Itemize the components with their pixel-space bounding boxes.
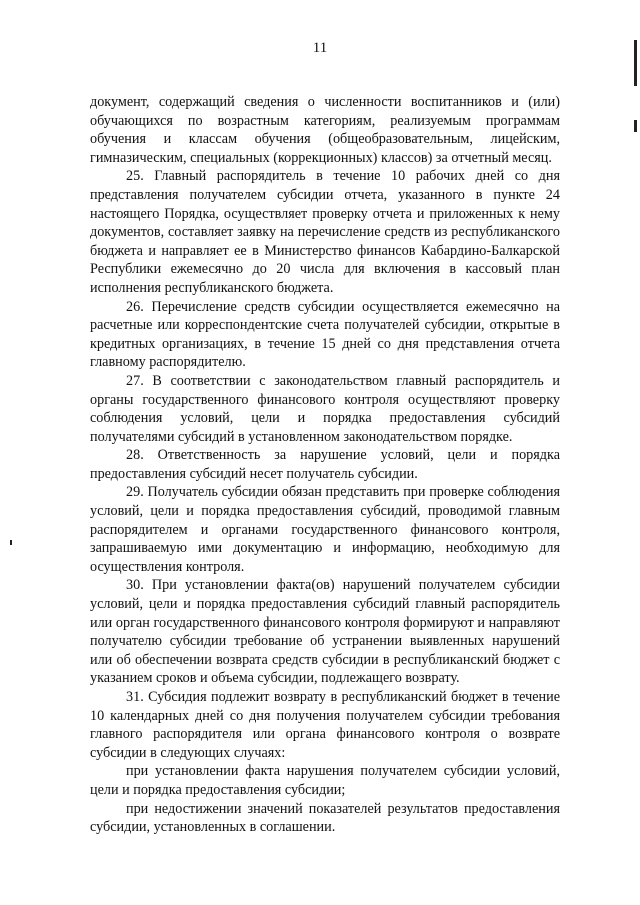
scan-edge-mark-left [10,540,12,545]
paragraph: 30. При установлении факта(ов) нарушений получателем субсидии условий, цели и порядка предоставления субсидий главный распорядитель или орган государственного финансового контроля формируют и направляют получателю субсидии требование об устранении выявленных нарушений или об обеспечении возврата средств субсидии в республиканский бюджет с указанием сроков и объема субсидии, подлежащего возврату. [90,577,560,687]
paragraph: 26. Перечисление средств субсидии осуществляется ежемесячно на расчетные или корреспондентские счета получателей субсидии, открытые в кредитных организациях, в течение 15 дней со дня представления отчета главному распорядителю. [90,298,560,371]
paragraph: 29. Получатель субсидии обязан представить при проверке соблюдения условий, цели и порядка предоставления субсидий, проводимой главным распорядителем и органами государственного финансового контроля, запрашиваемую ими документацию и информацию, необходимую для осуществления контроля. [90,484,560,575]
paragraph: 25. Главный распорядитель в течение 10 рабочих дней со дня представления получателем субсидии отчета, указанного в пункте 24 настоящего Порядка, осуществляет проверку отчета и приложенных к нему документов, составляет заявку на перечисление средств из республиканского бюджета и направляет ее в Министерство финансов Кабардино-Балкарской Республики ежемесячно до 20 числа для включения в кассовый план исполнения республиканского бюджета. [90,168,560,296]
scan-edge-mark-middle [634,120,637,132]
paragraph: 28. Ответственность за нарушение условий, цели и порядка предоставления субсидий несет получатель субсидии. [90,447,560,482]
paragraph: 31. Субсидия подлежит возврату в республиканский бюджет в течение 10 календарных дней со дня получения получателем субсидии требования главного распорядителя или органа финансового контроля о возврате субсидии в следующих случаях: [90,689,560,761]
paragraph: документ, содержащий сведения о численности воспитанников и (или) обучающихся по возрастным категориям, реализуемым программам обучения и классам обучения (общеобразовательным, лицейским, гимназическим, специальных (коррекционных) классов) за отчетный месяц. [90,94,560,166]
paragraph: при недостижении значений показателей результатов предоставления субсидии, установленных в соглашении. [90,800,560,836]
document-body [90,93,560,837]
paragraph: при установлении факта нарушения получателем субсидии условий, цели и порядка предоставления субсидии; [90,763,560,798]
scan-edge-mark-top [634,40,637,86]
paragraph: 27. В соответствии с законодательством главный распорядитель и органы государственного финансового контроля осуществляют проверку соблюдения условий, цели и порядка предоставления субсидий получателями субсидий в установленном законодательством порядке. [90,372,560,445]
page-number: 11 [312,40,328,56]
